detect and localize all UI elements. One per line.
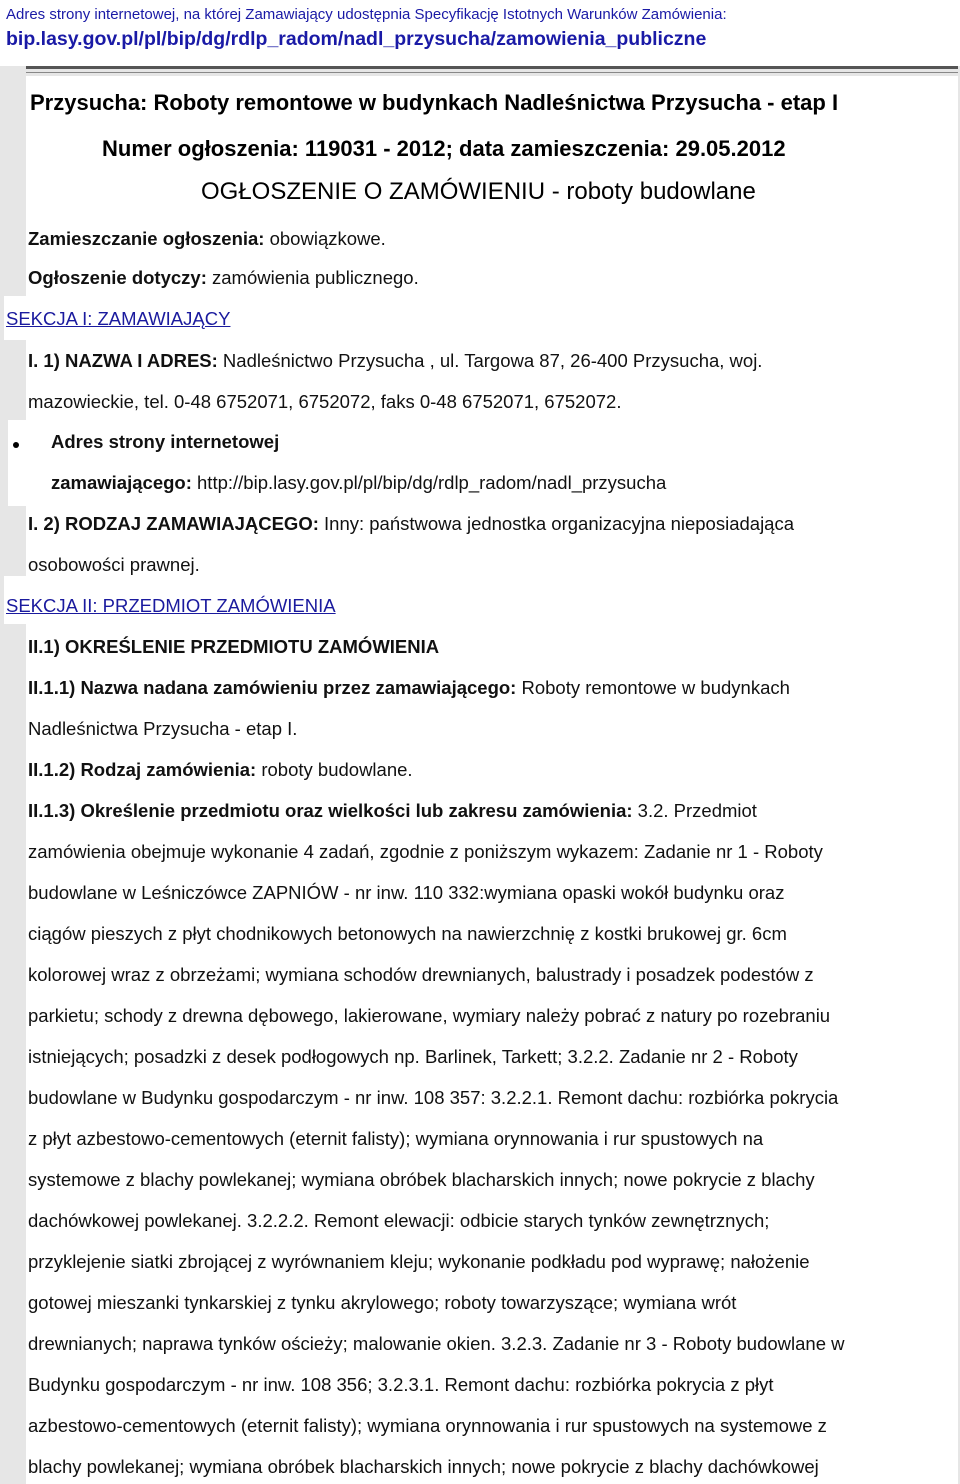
- ii13-label: II.1.3) Określenie przedmiotu oraz wielkości lub zakresu zamówienia:: [28, 800, 633, 821]
- i2-label: I. 2) RODZAJ ZAMAWIAJĄCEGO:: [28, 513, 319, 534]
- web-address-row: [51, 472, 666, 494]
- ii12-label: II.1.2) Rodzaj zamówienia:: [28, 759, 257, 780]
- description-line: gotowej mieszanki tynkarskiej z tynku akrylowego; roboty towarzyszące; wymiana wrót: [28, 1292, 737, 1313]
- ii11-label: II.1.1) Nazwa nadana zamówieniu przez zamawiającego:: [28, 677, 517, 698]
- description-line: Budynku gospodarczym - nr inw. 108 356; 3.2.3.1. Remont dachu: rozbiórka pokrycia z płyt: [28, 1374, 774, 1395]
- ii12-value: roboty budowlane.: [256, 759, 413, 780]
- description-line: zamówienia obejmuje wykonanie 4 zadań, zgodnie z poniższym wykazem: Zadanie nr 1 - Roboty: [28, 841, 823, 862]
- document-title: Przysucha: Roboty remontowe w budynkach Nadleśnictwa Przysucha - etap I: [30, 90, 839, 115]
- concerns-value: zamówienia publicznego.: [206, 267, 419, 288]
- i1-continuation: mazowieckie, tel. 0-48 6752071, 6752072, faks 0-48 6752071, 6752072.: [28, 391, 622, 412]
- section-2-heading: SEKCJA II: PRZEDMIOT ZAMÓWIENIA: [6, 595, 336, 616]
- ii1-heading: II.1) OKREŚLENIE PRZEDMIOTU ZAMÓWIENIA: [28, 636, 440, 657]
- concerns-label: Ogłoszenie dotyczy:: [28, 267, 207, 288]
- web-address-label-2: zamawiającego:: [51, 472, 192, 493]
- announcement-heading: OGŁOSZENIE O ZAMÓWIENIU - roboty budowlane: [201, 178, 756, 205]
- posting-label: Zamieszczanie ogłoszenia:: [28, 228, 265, 249]
- description-line: azbestowo-cementowych (eternit falisty); wymiana orynnowania i rur spustowych na systemowe z: [28, 1415, 827, 1436]
- i1-row: [28, 350, 762, 372]
- web-address-value[interactable]: http://bip.lasy.gov.pl/pl/bip/dg/rdlp_radom/nadl_przysucha: [191, 472, 667, 493]
- bullet-icon: [13, 442, 19, 448]
- siwz-address-link[interactable]: bip.lasy.gov.pl/pl/bip/dg/rdlp_radom/nadl_przysucha/zamowienia_publiczne: [6, 28, 707, 50]
- i2-value: Inny: państwowa jednostka organizacyjna nieposiadająca: [318, 513, 795, 534]
- description-line: parkietu; schody z drewna dębowego, lakierowane, wymiary należy pobrać z natury po rozebraniu: [28, 1005, 831, 1026]
- top-rule-thin: [26, 72, 958, 73]
- description-line: budowlane w Budynku gospodarczym - nr inw. 108 357: 3.2.2.1. Remont dachu: rozbiórka pokrycia: [28, 1087, 839, 1108]
- ii13-value: 3.2. Przedmiot: [632, 800, 757, 821]
- i1-label: I. 1) NAZWA I ADRES:: [28, 350, 218, 371]
- description-line: istniejących; posadzki z desek podłogowych np. Barlinek, Tarkett; 3.2.2. Zadanie nr 2 - Roboty: [28, 1046, 798, 1067]
- ii12-row: [28, 759, 413, 781]
- description-line: przyklejenie siatki zbrojącej z wyrównaniem kleju; wykonanie podkładu pod wyprawę; nałożenie: [28, 1251, 810, 1272]
- ii11-value: Roboty remontowe w budynkach: [516, 677, 790, 698]
- ii11-row: [28, 677, 790, 699]
- i2-row: [28, 513, 794, 535]
- ii11-continuation: Nadleśnictwa Przysucha - etap I.: [28, 718, 298, 739]
- announcement-number: Numer ogłoszenia: 119031 - 2012; data zamieszczenia: 29.05.2012: [102, 136, 786, 161]
- description-line: systemowe z blachy powlekanej; wymiana obróbek blacharskich innych; nowe pokrycie z blachy: [28, 1169, 815, 1190]
- i2-continuation: osobowości prawnej.: [28, 554, 200, 575]
- description-line: blachy powlekanej; wymiana obróbek blacharskich innych; nowe pokrycie z blachy dachówkowej: [28, 1456, 819, 1477]
- description-line: kolorowej wraz z obrzeżami; wymiana schodów drewnianych, balustrady i posadzek podestów z: [28, 964, 814, 985]
- ii13-row: [28, 800, 757, 822]
- description-line: z płyt azbestowo-cementowych (eternit falisty); wymiana orynnowania i rur spustowych na: [28, 1128, 764, 1149]
- posting-row: [28, 228, 386, 250]
- description-line: dachówkowej powlekanej. 3.2.2.2. Remont elewacji: odbicie starych tynków zewnętrznych;: [28, 1210, 770, 1231]
- i1-value: Nadleśnictwo Przysucha , ul. Targowa 87, 26-400 Przysucha, woj.: [217, 350, 763, 371]
- concerns-row: [28, 267, 419, 289]
- top-rule: [26, 66, 958, 69]
- description-line: drewnianych; naprawa tynków ościeży; malowanie okien. 3.2.3. Zadanie nr 3 - Roboty budowlane w: [28, 1333, 845, 1354]
- description-line: budowlane w Leśniczówce ZAPNIÓW - nr inw. 110 332:wymiana opaski wokół budynku oraz: [28, 882, 785, 903]
- description-line: ciągów pieszych z płyt chodnikowych betonowych na nawierzchnię z kostki brukowej gr. 6cm: [28, 923, 787, 944]
- section-1-heading: SEKCJA I: ZAMAWIAJĄCY: [6, 308, 231, 329]
- posting-value: obowiązkowe.: [264, 228, 386, 249]
- siwz-address-label: Adres strony internetowej, na której Zamawiający udostępnia Specyfikację Istotnych Warunków Zamówienia:: [6, 6, 727, 23]
- web-address-label: Adres strony internetowej: [51, 431, 280, 452]
